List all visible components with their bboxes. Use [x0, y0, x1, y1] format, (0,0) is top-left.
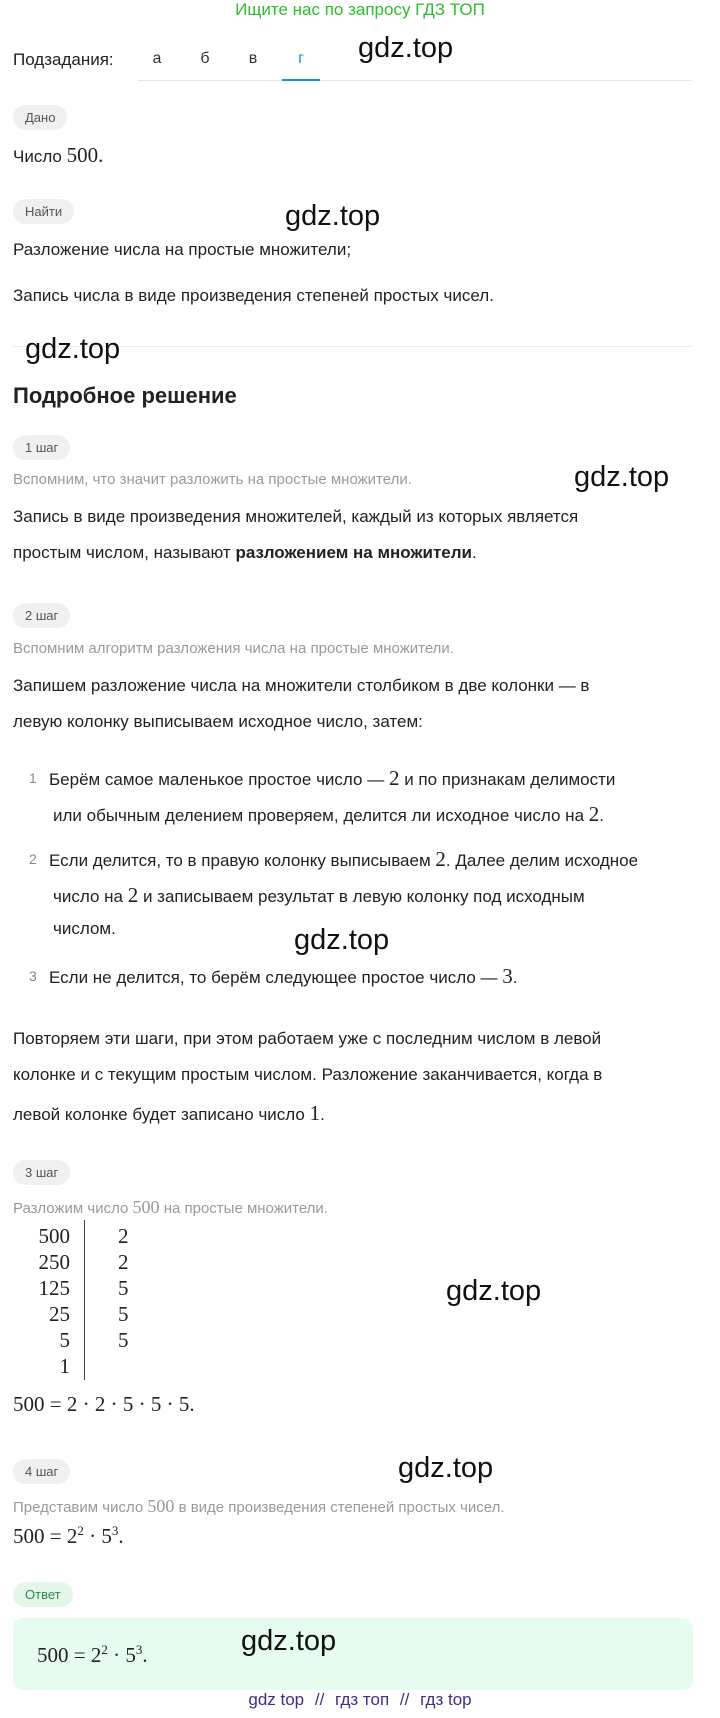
- math-value: 2: [435, 847, 446, 871]
- step-3-badge: 3 шаг: [13, 1160, 70, 1185]
- footer-links: [0, 1690, 720, 1710]
- step-1-badge: 1 шаг: [13, 435, 70, 460]
- text-fragment: число на: [53, 887, 123, 906]
- divisor-cell: 5: [118, 1302, 129, 1326]
- list-item-2-line-2: [53, 883, 585, 908]
- text-fragment: и записываем результат в левую колонку под исходным: [142, 887, 585, 906]
- math-value: · 5: [107, 1643, 136, 1667]
- text-fragment: на простые множители.: [163, 1200, 328, 1217]
- subtasks-label: Подзадания:: [13, 50, 114, 69]
- step-1-line-2-prefix: простым числом, называют: [13, 543, 231, 562]
- tab-b[interactable]: б: [200, 50, 210, 67]
- text-fragment: левой колонке будет записано число: [13, 1105, 305, 1124]
- given-prefix: Число: [13, 147, 62, 166]
- watermark: gdz.top: [446, 1275, 542, 1307]
- step-2-outro-1: Повторяем эти шаги, при этом работаем уже с последним числом в левой: [13, 1029, 602, 1048]
- math-value: 2: [127, 883, 139, 907]
- watermark: gdz.top: [574, 461, 670, 493]
- list-item-number: 2: [29, 851, 37, 867]
- math-value: .: [118, 1524, 124, 1548]
- exponent: 3: [135, 1642, 143, 1657]
- math-value: 1: [309, 1101, 321, 1125]
- math-value: 2: [388, 766, 400, 790]
- list-item-2-line-1: [49, 847, 638, 872]
- step-2-outro-2: колонке и с текущим простым числом. Разложение заканчивается, когда в: [13, 1065, 603, 1084]
- step-1-hint: Вспомним, что значит разложить на простые множители.: [13, 471, 412, 488]
- exponent: 2: [101, 1642, 108, 1657]
- solution-title: Подробное решение: [13, 383, 237, 408]
- step-2-outro-3: [13, 1101, 325, 1126]
- text-fragment: .: [599, 806, 604, 825]
- dividend-cell: 25: [49, 1302, 70, 1326]
- find-line-2: Запись числа в виде произведения степеней простых чисел.: [13, 286, 494, 305]
- math-value: · 5: [83, 1524, 112, 1548]
- watermark: gdz.top: [398, 1452, 494, 1484]
- tab-a[interactable]: а: [152, 50, 162, 67]
- text-fragment: . Далее делим исходное: [445, 851, 639, 870]
- answer-formula: [37, 1642, 148, 1668]
- math-value: 500: [132, 1197, 160, 1217]
- step-3-result: 500 = 2 · 2 · 5 · 5 · 5.: [13, 1392, 195, 1416]
- given-text: [13, 143, 103, 168]
- math-value: 3: [502, 964, 513, 988]
- step-2-hint: Вспомним алгоритм разложения числа на простые множители.: [13, 640, 454, 657]
- list-item-2-line-3: числом.: [53, 919, 116, 938]
- step-4-result: [13, 1523, 124, 1549]
- step-1-line-1: Запись в виде произведения множителей, каждый из которых является: [13, 507, 579, 526]
- find-line-1: Разложение числа на простые множители;: [13, 240, 352, 259]
- dividend-cell: 125: [38, 1276, 70, 1300]
- text-fragment: Разложим число: [13, 1200, 129, 1217]
- exponent: 2: [77, 1523, 84, 1538]
- watermark: gdz.top: [294, 924, 390, 956]
- math-value: 500: [147, 1496, 175, 1516]
- tab-v[interactable]: в: [248, 50, 258, 67]
- text-fragment: Если делится, то в правую колонку выписываем: [49, 851, 431, 870]
- math-value: 2: [588, 802, 600, 826]
- footer-link-2[interactable]: гдз топ: [335, 1690, 390, 1709]
- dividend-cell: 1: [59, 1354, 70, 1378]
- step-4-badge: 4 шаг: [13, 1459, 70, 1484]
- exponent: 3: [111, 1523, 119, 1538]
- text-fragment: Представим число: [13, 1499, 144, 1516]
- dividend-cell: 250: [38, 1250, 70, 1274]
- find-badge: Найти: [13, 199, 74, 224]
- math-value: 500 = 2: [13, 1524, 78, 1548]
- watermark: gdz.top: [358, 32, 454, 64]
- footer-separator: //: [314, 1690, 325, 1709]
- list-item-3-line-1: [49, 964, 517, 989]
- divisor-cell: 2: [118, 1224, 129, 1248]
- dividend-cell: 5: [59, 1328, 70, 1352]
- text-fragment: Если не делится, то берём следующее простое число —: [49, 968, 498, 987]
- step-2-intro-2: левую колонку выписываем исходное число, затем:: [13, 712, 423, 731]
- promo-banner[interactable]: Ищите нас по запросу ГДЗ ТОП: [235, 0, 485, 19]
- divisor-cell: 5: [118, 1276, 129, 1300]
- step-3-hint: [13, 1197, 328, 1218]
- list-item-number: 3: [29, 968, 37, 984]
- step-4-hint: [13, 1496, 505, 1517]
- text-fragment: в виде произведения степеней простых чисел.: [178, 1499, 505, 1516]
- watermark: gdz.top: [285, 200, 381, 232]
- watermark: gdz.top: [241, 1625, 337, 1657]
- dividend-cell: 500: [38, 1224, 70, 1248]
- division-column-line: [84, 1220, 85, 1380]
- divisor-cell: 5: [118, 1328, 129, 1352]
- step-2-intro-1: Запишем разложение числа на множители столбиком в две колонки — в: [13, 676, 590, 695]
- given-badge: Дано: [13, 105, 67, 130]
- text-fragment: Берём самое маленькое простое число —: [49, 770, 385, 789]
- step-1-line-2: [13, 543, 477, 563]
- text-fragment: .: [512, 968, 518, 987]
- divisor-cell: 2: [118, 1250, 129, 1274]
- text-fragment: .: [320, 1105, 325, 1124]
- math-value: 500 = 2: [37, 1643, 102, 1667]
- footer-separator: //: [399, 1690, 410, 1709]
- step-1-line-2-suffix: .: [471, 543, 477, 562]
- list-item-number: 1: [29, 770, 37, 786]
- given-number: 500.: [66, 143, 104, 167]
- text-fragment: или обычным делением проверяем, делится ли исходное число на: [53, 806, 585, 825]
- answer-badge: Ответ: [13, 1582, 73, 1607]
- footer-link-3[interactable]: гдз top: [420, 1690, 472, 1709]
- text-fragment: и по признакам делимости: [404, 770, 616, 789]
- step-1-term: разложением на множители: [235, 543, 472, 562]
- watermark: gdz.top: [25, 333, 121, 365]
- math-value: .: [142, 1643, 148, 1667]
- step-2-badge: 2 шаг: [13, 603, 70, 628]
- tab-g[interactable]: г: [282, 38, 320, 80]
- list-item-1-line-1: [49, 766, 615, 791]
- list-item-1-line-2: [53, 802, 604, 827]
- footer-link-1[interactable]: gdz top: [248, 1690, 305, 1709]
